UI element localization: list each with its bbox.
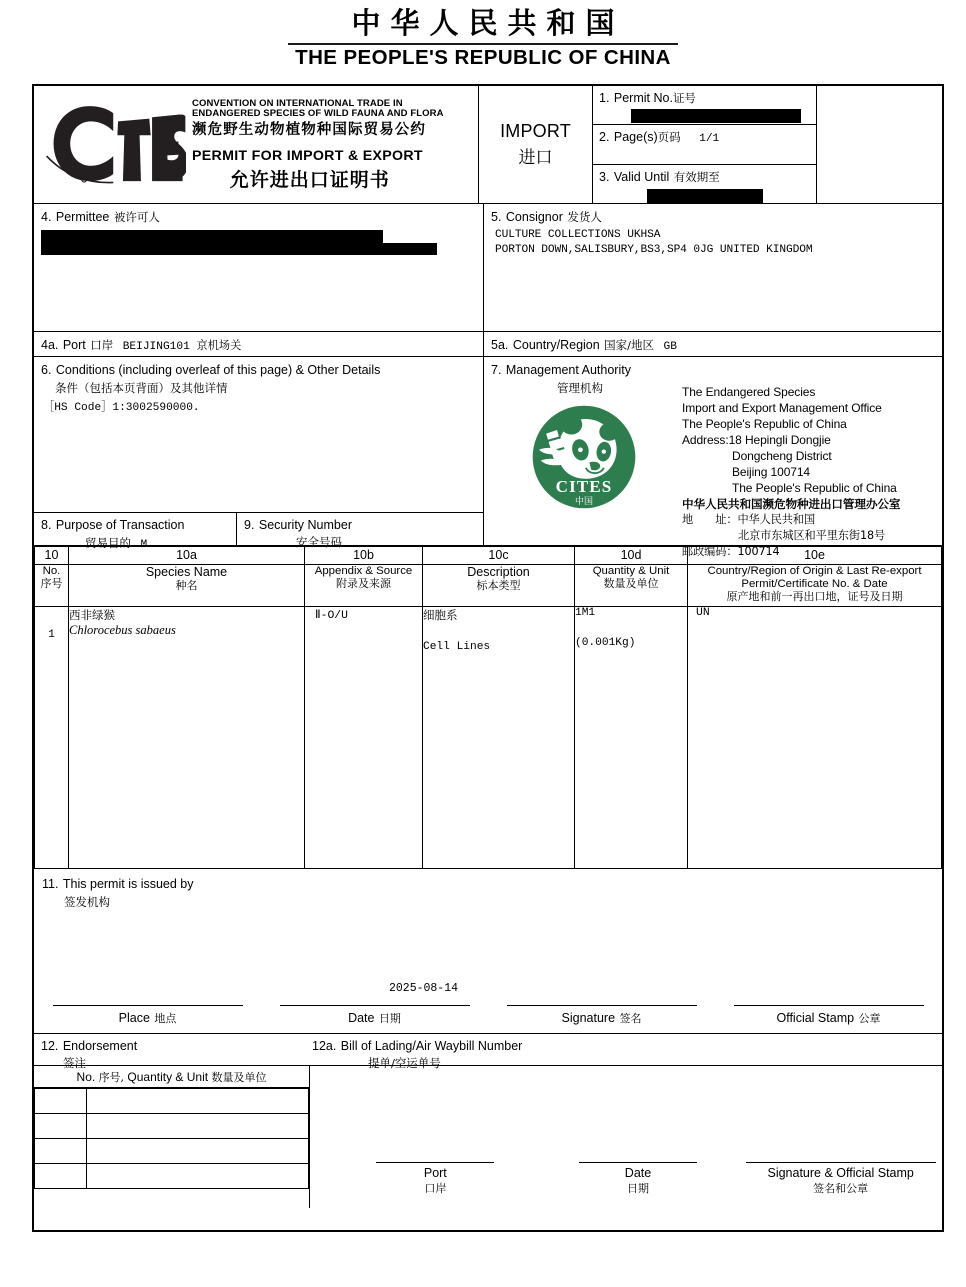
- top-blank-cell: [817, 86, 942, 203]
- ma-address-block: [682, 385, 900, 559]
- permit-numbers-cell: [593, 86, 817, 203]
- endorsement-header-qty-en: Quantity & Unit: [127, 1070, 209, 1084]
- port-label-cn: 口岸: [90, 338, 114, 352]
- ma-label-en: Management Authority: [505, 363, 631, 377]
- field-pages: [593, 124, 816, 163]
- esig-block-date: [537, 1162, 740, 1196]
- esig-label-date-en: Date: [624, 1166, 652, 1180]
- valid-until-num: 3.: [599, 169, 610, 184]
- permit-title-cn: 允许进出口证明书: [229, 169, 390, 192]
- permit-form-frame: [32, 84, 944, 1232]
- ma-address-city: Beijing 100714: [732, 464, 811, 479]
- pages-num: 2.: [599, 130, 610, 145]
- endorsement-header-qty-cn: 数量及单位: [211, 1071, 267, 1084]
- col-header-species-cn: 种名: [175, 578, 198, 592]
- sig-block-signature: [488, 1005, 715, 1027]
- port-value: BEIJING101 京机场关: [122, 341, 242, 353]
- esig-label-date-cn: 日期: [627, 1182, 649, 1195]
- sig-rule-signature: [507, 1005, 697, 1006]
- purpose-security-row: [34, 512, 483, 551]
- svg-text:中国: 中国: [574, 496, 594, 507]
- cites-logo-icon: [46, 102, 186, 188]
- col-header-description: [423, 565, 575, 607]
- country-region-num: 5a.: [491, 338, 509, 352]
- issued-by-num: 11.: [42, 877, 59, 891]
- ma-address-cn-line-1: [682, 512, 900, 528]
- esig-rule-stamp: [746, 1162, 936, 1163]
- top-band: [34, 86, 942, 204]
- endorsement-header-band: [34, 1034, 942, 1070]
- bill-label-cn: 提单/空运单号: [368, 1056, 441, 1070]
- species-table-header-row: [35, 565, 942, 607]
- security-num: 9.: [244, 518, 255, 532]
- endorsement-num: 12.: [41, 1039, 59, 1053]
- consignor-label-en: Consignor: [505, 210, 563, 224]
- row-appendix-source: Ⅱ-O/U: [305, 607, 423, 869]
- ma-label-cn: 管理机构: [557, 381, 603, 395]
- col-header-description-en: Description: [467, 565, 530, 579]
- sig-label-place-en: Place: [118, 1011, 150, 1025]
- ma-address-line-street: [682, 433, 900, 449]
- convention-line-1: CONVENTION ON INTERNATIONAL TRADE IN: [192, 97, 403, 109]
- bill-label-en: Bill of Lading/Air Waybill Number: [340, 1039, 523, 1053]
- row-species-name: [69, 607, 305, 869]
- ma-address-label: Address:: [682, 432, 729, 447]
- permittee-num: 4.: [41, 210, 52, 224]
- ma-postcode-line: [682, 544, 900, 560]
- permit-type-cell: [479, 86, 593, 203]
- row-no: 1: [35, 607, 69, 869]
- esig-block-port: [334, 1162, 537, 1196]
- security-label-en: Security Number: [258, 518, 352, 532]
- col-header-no: [35, 565, 69, 607]
- sig-label-date-cn: 日期: [378, 1012, 401, 1025]
- port-label-en: Port: [62, 338, 86, 352]
- purpose-label-en: Purpose of Transaction: [55, 518, 185, 532]
- convention-text-block: [186, 97, 444, 192]
- consignor-address: [491, 228, 941, 258]
- row-quantity-spacer: [575, 619, 687, 637]
- bill-num: 12a.: [312, 1039, 337, 1053]
- col-header-quantity-cn: 数量及单位: [603, 577, 659, 591]
- endorsement-cell-qty[interactable]: [87, 1139, 309, 1164]
- field-conditions: [34, 357, 483, 512]
- sig-block-stamp: [715, 1005, 942, 1027]
- ma-address-cn-label: 地 址：: [682, 513, 738, 527]
- pages-label-cn: 页码: [657, 130, 681, 145]
- port-num: 4a.: [41, 338, 59, 352]
- esig-label-stamp-cn: 签名和公章: [813, 1182, 869, 1195]
- permittee-label-en: Permittee: [55, 210, 110, 224]
- row-quantity: [575, 607, 688, 869]
- esig-rule-port: [376, 1162, 494, 1163]
- consignor-line-2: PORTON DOWN,SALISBURY,BS3,SP4 0JG UNITED KINGDOM: [495, 243, 813, 256]
- col-header-appendix-en: Appendix & Source: [314, 565, 413, 577]
- field-permittee: [34, 204, 483, 331]
- row-description-spacer: [423, 623, 574, 641]
- conditions-value: ［HS Code］1:3002590000.: [43, 402, 200, 414]
- endorsement-row: [35, 1114, 309, 1139]
- esig-label-port-en: Port: [423, 1166, 447, 1180]
- permittee-redaction-line-1: [41, 230, 383, 243]
- endorsement-cell-no[interactable]: [35, 1114, 87, 1139]
- endorsement-row: [35, 1164, 309, 1189]
- endorsement-cell-qty[interactable]: [87, 1164, 309, 1189]
- issued-by-label-en: This permit is issued by: [62, 877, 194, 891]
- endorsement-table-header: [34, 1066, 309, 1088]
- col-header-quantity-en: Quantity & Unit: [592, 565, 670, 577]
- consignor-line-1: CULTURE COLLECTIONS UKHSA: [495, 229, 661, 241]
- col-code-10e: 10e: [688, 547, 942, 565]
- col-header-origin: [688, 565, 942, 607]
- endorsement-cell-qty[interactable]: [87, 1114, 309, 1139]
- esig-label-port-cn: 口岸: [424, 1182, 447, 1195]
- endorsement-cell-no[interactable]: [35, 1139, 87, 1164]
- convention-line-2: ENDANGERED SPECIES OF WILD FAUNA AND FLORA: [192, 108, 444, 120]
- permittee-label-cn: 被许可人: [113, 210, 160, 224]
- col-code-10b: 10b: [305, 547, 423, 565]
- purpose-num: 8.: [41, 518, 52, 532]
- row-species-scientific: Chlorocebus sabaeus: [69, 623, 176, 637]
- species-table: [34, 546, 942, 869]
- endorsement-header-no-cn: 序号,: [98, 1071, 125, 1084]
- row-description-cn: 细胞系: [423, 608, 458, 622]
- col-header-species: [69, 565, 305, 607]
- conditions-column: [34, 357, 484, 551]
- permittee-redaction-block: [41, 230, 483, 255]
- sig-block-date: [261, 1005, 488, 1027]
- country-region-value: GB: [663, 341, 677, 353]
- col-code-10d: 10d: [575, 547, 688, 565]
- esig-block-stamp: [739, 1162, 942, 1196]
- field-purpose: [34, 513, 237, 551]
- permit-no-label-en: Permit No.: [613, 91, 673, 105]
- table-row: [35, 607, 942, 869]
- parties-band: [34, 204, 942, 357]
- cites-logo-cell: [34, 86, 479, 203]
- purpose-value: M: [140, 539, 148, 551]
- row-description: [423, 607, 575, 869]
- field-issued-by: [34, 869, 942, 1034]
- ma-postcode-value: 100714: [737, 544, 780, 558]
- field-bill-of-lading: [306, 1034, 942, 1070]
- field-consignor: [484, 204, 941, 331]
- row-description-en: Cell Lines: [423, 641, 491, 653]
- sig-label-place-cn: 地点: [154, 1012, 177, 1025]
- ma-address-district: Dongcheng District: [732, 448, 832, 463]
- conditions-label-en: Conditions (including overleaf of this page) & Other Details: [55, 363, 381, 377]
- sig-label-stamp-cn: 公章: [858, 1012, 881, 1025]
- pages-value: 1/1: [699, 133, 720, 146]
- permittee-column: [34, 204, 484, 356]
- ma-address-street: 18 Hepingli Dongjie: [728, 432, 831, 447]
- col-code-10a: 10a: [69, 547, 305, 565]
- country-region-label-en: Country/Region: [512, 338, 600, 352]
- ma-address-cn-street: 北京市东城区和平里东街18号: [738, 528, 886, 542]
- row-origin: UN: [688, 607, 942, 869]
- consignor-label-cn: 发货人: [567, 210, 602, 224]
- col-header-description-cn: 标本类型: [476, 578, 521, 592]
- valid-until-label-en: Valid Until: [613, 169, 670, 184]
- esig-rule-date: [579, 1162, 697, 1163]
- ma-address-en-3: The People's Republic of China: [682, 416, 847, 431]
- col-header-no-en: No.: [42, 565, 61, 577]
- sig-rule-date: [280, 1005, 470, 1006]
- svg-text:CITES: CITES: [555, 477, 613, 497]
- permit-title-en: PERMIT FOR IMPORT & EXPORT: [192, 148, 423, 165]
- col-header-species-en: Species Name: [145, 565, 228, 579]
- issue-date-value: 2025-08-14: [389, 982, 459, 995]
- permit-type-en: IMPORT: [500, 121, 571, 141]
- col-header-no-cn: 序号: [40, 577, 63, 591]
- field-permit-no: [593, 86, 816, 124]
- sig-label-signature-en: Signature: [561, 1011, 616, 1025]
- sig-rule-place: [53, 1005, 243, 1006]
- col-code-10c: 10c: [423, 547, 575, 565]
- consignor-column: [484, 204, 941, 356]
- convention-cn: 濒危野生动物植物种国际贸易公约: [192, 122, 426, 139]
- ma-address-en-1: The Endangered Species: [682, 385, 816, 399]
- permit-no-label-cn: 证号: [672, 91, 696, 105]
- row-quantity-value: 1M1: [575, 607, 596, 619]
- issued-signature-row: [34, 1005, 942, 1027]
- col-header-origin-cn: 原产地和前一再出口地，证号及日期: [726, 590, 903, 604]
- pages-label-en: Page(s): [613, 130, 658, 145]
- row-quantity-weight: (0.001Kg): [575, 637, 636, 649]
- ma-address-country: The People's Republic of China: [732, 480, 897, 495]
- endorsement-cell-no[interactable]: [35, 1089, 87, 1114]
- conditions-num: 6.: [41, 363, 52, 377]
- field-port: [34, 331, 483, 356]
- endorsement-label-cn: 签注: [63, 1056, 86, 1070]
- col-header-appendix: [305, 565, 423, 607]
- col-code-10: 10: [35, 547, 69, 565]
- document-header: [0, 0, 966, 71]
- country-region-label-cn: 国家/地区: [604, 338, 655, 352]
- permit-no-redaction: [631, 109, 801, 123]
- country-title-cn: 中华人民共和国: [351, 8, 625, 40]
- col-header-quantity: [575, 565, 688, 607]
- endorsement-cell-no[interactable]: [35, 1164, 87, 1189]
- endorsement-table: [34, 1066, 310, 1208]
- col-header-appendix-cn: 附录及来源: [336, 577, 391, 591]
- purpose-label-cn: 贸易目的: [85, 536, 131, 550]
- endorsement-row: [35, 1089, 309, 1114]
- security-label-cn: 安全号码: [296, 535, 342, 549]
- sig-label-date-en: Date: [348, 1011, 375, 1025]
- title-divider: [288, 43, 678, 45]
- valid-until-redaction: [647, 189, 763, 203]
- ma-postcode-label: 邮政编码：: [682, 544, 738, 558]
- endorsement-signature-area: [310, 1066, 942, 1208]
- ma-address-cn-country: 中华人民共和国: [737, 513, 816, 527]
- permittee-redaction-line-2: [41, 243, 437, 255]
- ma-address-cn-title: 中华人民共和国濒危物种进出口管理办公室: [682, 496, 901, 511]
- endorsement-header-no-en: No.: [76, 1070, 96, 1084]
- cites-china-seal-icon: [530, 403, 638, 511]
- sig-block-place: [34, 1005, 261, 1027]
- sig-label-signature-cn: 签名: [619, 1012, 642, 1025]
- valid-until-label-cn: 有效期至: [673, 169, 720, 184]
- esig-label-stamp-en: Signature & Official Stamp: [767, 1166, 914, 1180]
- sig-rule-stamp: [734, 1005, 924, 1006]
- ma-num: 7.: [491, 363, 502, 377]
- row-species-cn: 西非绿猴: [69, 608, 115, 622]
- purpose-cn-value-row: [41, 534, 236, 552]
- issued-by-label-cn: 签发机构: [64, 895, 110, 909]
- permit-no-num: 1.: [599, 91, 610, 105]
- endorsement-label-en: Endorsement: [62, 1039, 138, 1053]
- endorsement-rows-table: [34, 1088, 309, 1189]
- country-title-en: THE PEOPLE'S REPUBLIC OF CHINA: [295, 46, 671, 70]
- field-country-region: [484, 331, 941, 356]
- endorsement-cell-qty[interactable]: [87, 1089, 309, 1114]
- endorsement-body-band: [34, 1066, 942, 1208]
- consignor-num: 5.: [491, 210, 502, 224]
- field-endorsement: [34, 1034, 306, 1070]
- conditions-label-cn: 条件（包括本页背面）及其他详情: [55, 381, 228, 395]
- ma-address-en-2: Import and Export Management Office: [682, 400, 882, 415]
- endorsement-row: [35, 1139, 309, 1164]
- field-valid-until: [593, 164, 816, 203]
- permit-type-cn: 进口: [518, 148, 553, 168]
- col-header-origin-en-2: Permit/Certificate No. & Date: [741, 578, 888, 591]
- col-header-origin-en-1: Country/Region of Origin & Last Re-export: [707, 565, 922, 577]
- sig-label-stamp-en: Official Stamp: [776, 1011, 855, 1025]
- field-security-number: [237, 513, 482, 549]
- endorsement-signature-row: [310, 1162, 942, 1196]
